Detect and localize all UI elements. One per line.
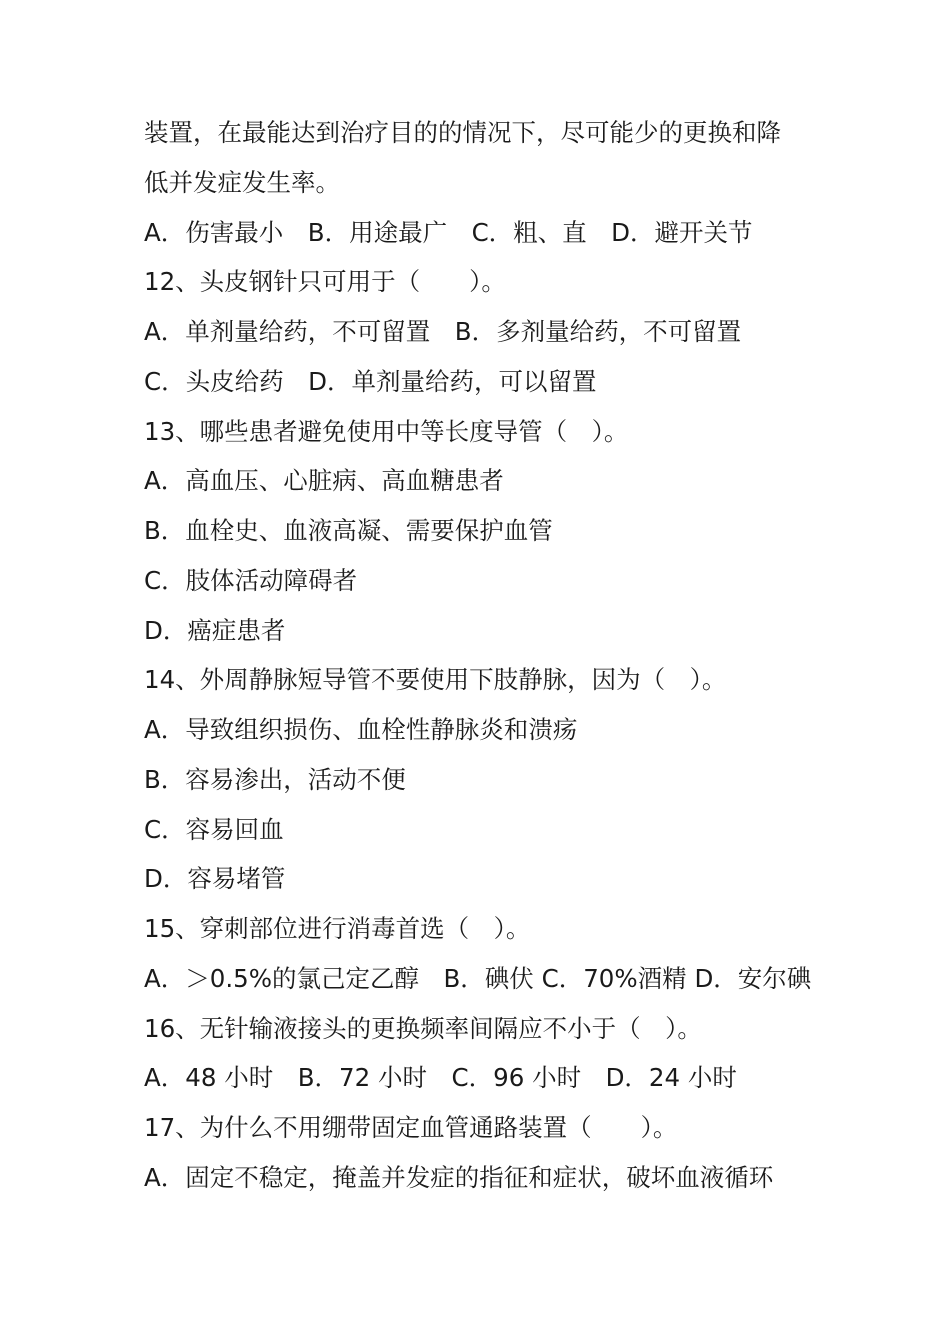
- question-13: 13、哪些患者避免使用中等长度导管（ ）。: [144, 416, 629, 446]
- question-13-option-a: A．高血压、心脏病、高血糖患者: [144, 466, 504, 496]
- question-15-options: A．＞0.5%的氯己定乙醇 B．碘伏 C．70%酒精 D．安尔碘: [144, 963, 812, 993]
- question-17: 17、为什么不用绷带固定血管通路装置（ ）。: [144, 1113, 678, 1142]
- question-12: 12、头皮钢针只可用于（ ）。: [144, 267, 506, 297]
- text-line-2: 低并发症发生率。: [144, 167, 340, 197]
- question-16-options: A．48 小时 B．72 小时 C．96 小时 D．24 小时: [144, 1063, 737, 1093]
- question-11-options: A．伤害最小 B．用途最广 C．粗、直 D．避开关节: [144, 217, 753, 247]
- question-14-option-a: A．导致组织损伤、血栓性静脉炎和溃疡: [144, 715, 578, 744]
- document-page: [144, 108, 824, 1203]
- question-14-option-c: C．容易回血: [144, 814, 284, 844]
- question-16: 16、无针输液接头的更换频率间隔应不小于（ ）。: [144, 1013, 702, 1043]
- question-13-option-b: B．血栓史、血液高凝、需要保护血管: [144, 516, 553, 545]
- question-12-options-ab: A．单剂量给药，不可留置 B．多剂量给药，不可留置: [144, 317, 742, 346]
- question-12-options-cd: C．头皮给药 D．单剂量给药，可以留置: [144, 366, 597, 396]
- text-line-1: 装置，在最能达到治疗目的的情况下，尽可能少的更换和降: [144, 118, 781, 147]
- question-15: 15、穿刺部位进行消毒首选（ ）。: [144, 914, 531, 943]
- question-14-option-b: B．容易渗出，活动不便: [144, 764, 406, 794]
- question-17-option-a: A．固定不稳定，掩盖并发症的指征和症状，破坏血液循环: [144, 1162, 774, 1192]
- question-13-option-c: C．肢体活动障碍者: [144, 565, 358, 595]
- question-14: 14、外周静脉短导管不要使用下肢静脉，因为（ ）。: [144, 665, 727, 695]
- question-13-option-d: D．癌症患者: [144, 615, 286, 645]
- question-14-option-d: D．容易堵管: [144, 864, 286, 894]
